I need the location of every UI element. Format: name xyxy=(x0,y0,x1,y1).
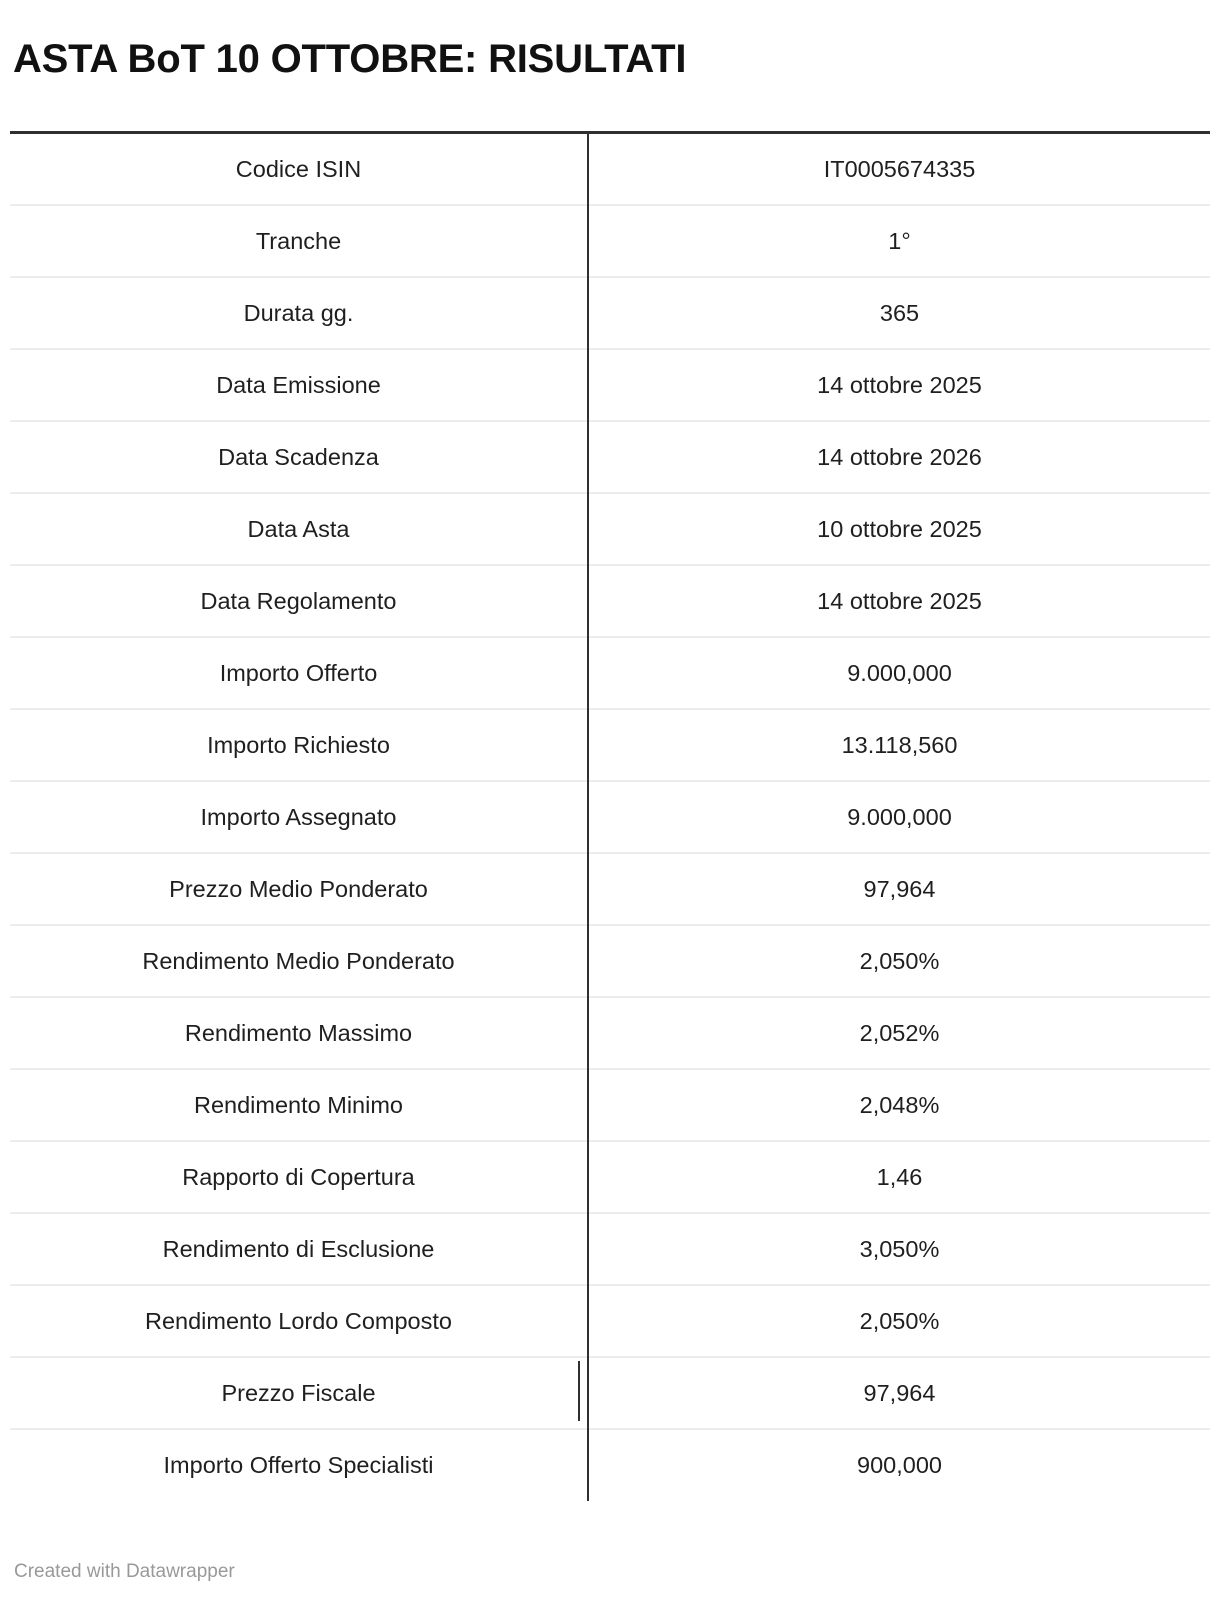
table-row xyxy=(10,997,1210,1069)
row-label: Codice ISIN xyxy=(10,133,588,205)
table-row xyxy=(10,277,1210,349)
row-label: Rapporto di Copertura xyxy=(10,1141,588,1213)
row-label: Prezzo Fiscale xyxy=(10,1357,588,1429)
row-label: Durata gg. xyxy=(10,277,588,349)
row-label: Rendimento Minimo xyxy=(10,1069,588,1141)
row-label: Tranche xyxy=(10,205,588,277)
row-value: 97,964 xyxy=(588,853,1210,925)
row-value: 9.000,000 xyxy=(588,781,1210,853)
row-value: IT0005674335 xyxy=(588,133,1210,205)
table-row xyxy=(10,1213,1210,1285)
row-value: 2,050% xyxy=(588,1285,1210,1357)
table-row xyxy=(10,493,1210,565)
row-label: Importo Assegnato xyxy=(10,781,588,853)
table-row xyxy=(10,205,1210,277)
table-row xyxy=(10,1069,1210,1141)
row-label: Prezzo Medio Ponderato xyxy=(10,853,588,925)
table-row xyxy=(10,853,1210,925)
table-row xyxy=(10,709,1210,781)
row-value: 2,052% xyxy=(588,997,1210,1069)
row-value: 13.118,560 xyxy=(588,709,1210,781)
row-label: Data Scadenza xyxy=(10,421,588,493)
table-row xyxy=(10,925,1210,997)
row-value: 97,964 xyxy=(588,1357,1210,1429)
row-value: 14 ottobre 2025 xyxy=(588,565,1210,637)
results-table-container xyxy=(10,131,1210,1501)
row-value: 2,048% xyxy=(588,1069,1210,1141)
row-value: 900,000 xyxy=(588,1429,1210,1501)
datawrapper-credit: Created with Datawrapper xyxy=(14,1561,235,1582)
table-body xyxy=(10,133,1210,1501)
table-row xyxy=(10,133,1210,205)
row-value: 10 ottobre 2025 xyxy=(588,493,1210,565)
row-value: 3,050% xyxy=(588,1213,1210,1285)
table-row xyxy=(10,637,1210,709)
page-title: ASTA BoT 10 OTTOBRE: RISULTATI xyxy=(13,36,687,81)
row-label: Rendimento Medio Ponderato xyxy=(10,925,588,997)
row-value: 14 ottobre 2025 xyxy=(588,349,1210,421)
table-row xyxy=(10,421,1210,493)
row-label: Rendimento Lordo Composto xyxy=(10,1285,588,1357)
row-value: 9.000,000 xyxy=(588,637,1210,709)
row-value: 1° xyxy=(588,205,1210,277)
table-row xyxy=(10,1285,1210,1357)
row-value: 2,050% xyxy=(588,925,1210,997)
table-row xyxy=(10,1357,1210,1429)
table-row xyxy=(10,1429,1210,1501)
table-row xyxy=(10,1141,1210,1213)
table-row xyxy=(10,565,1210,637)
row-label: Rendimento Massimo xyxy=(10,997,588,1069)
row-label: Rendimento di Esclusione xyxy=(10,1213,588,1285)
row-label: Importo Offerto Specialisti xyxy=(10,1429,588,1501)
table-row xyxy=(10,781,1210,853)
row-label: Importo Richiesto xyxy=(10,709,588,781)
row-label: Data Emissione xyxy=(10,349,588,421)
row-value: 14 ottobre 2026 xyxy=(588,421,1210,493)
row-label: Importo Offerto xyxy=(10,637,588,709)
row-value: 365 xyxy=(588,277,1210,349)
row-value: 1,46 xyxy=(588,1141,1210,1213)
row-label: Data Regolamento xyxy=(10,565,588,637)
auction-results-table xyxy=(10,131,1210,1501)
table-row xyxy=(10,349,1210,421)
column-divider-tail xyxy=(578,1361,580,1421)
row-label: Data Asta xyxy=(10,493,588,565)
